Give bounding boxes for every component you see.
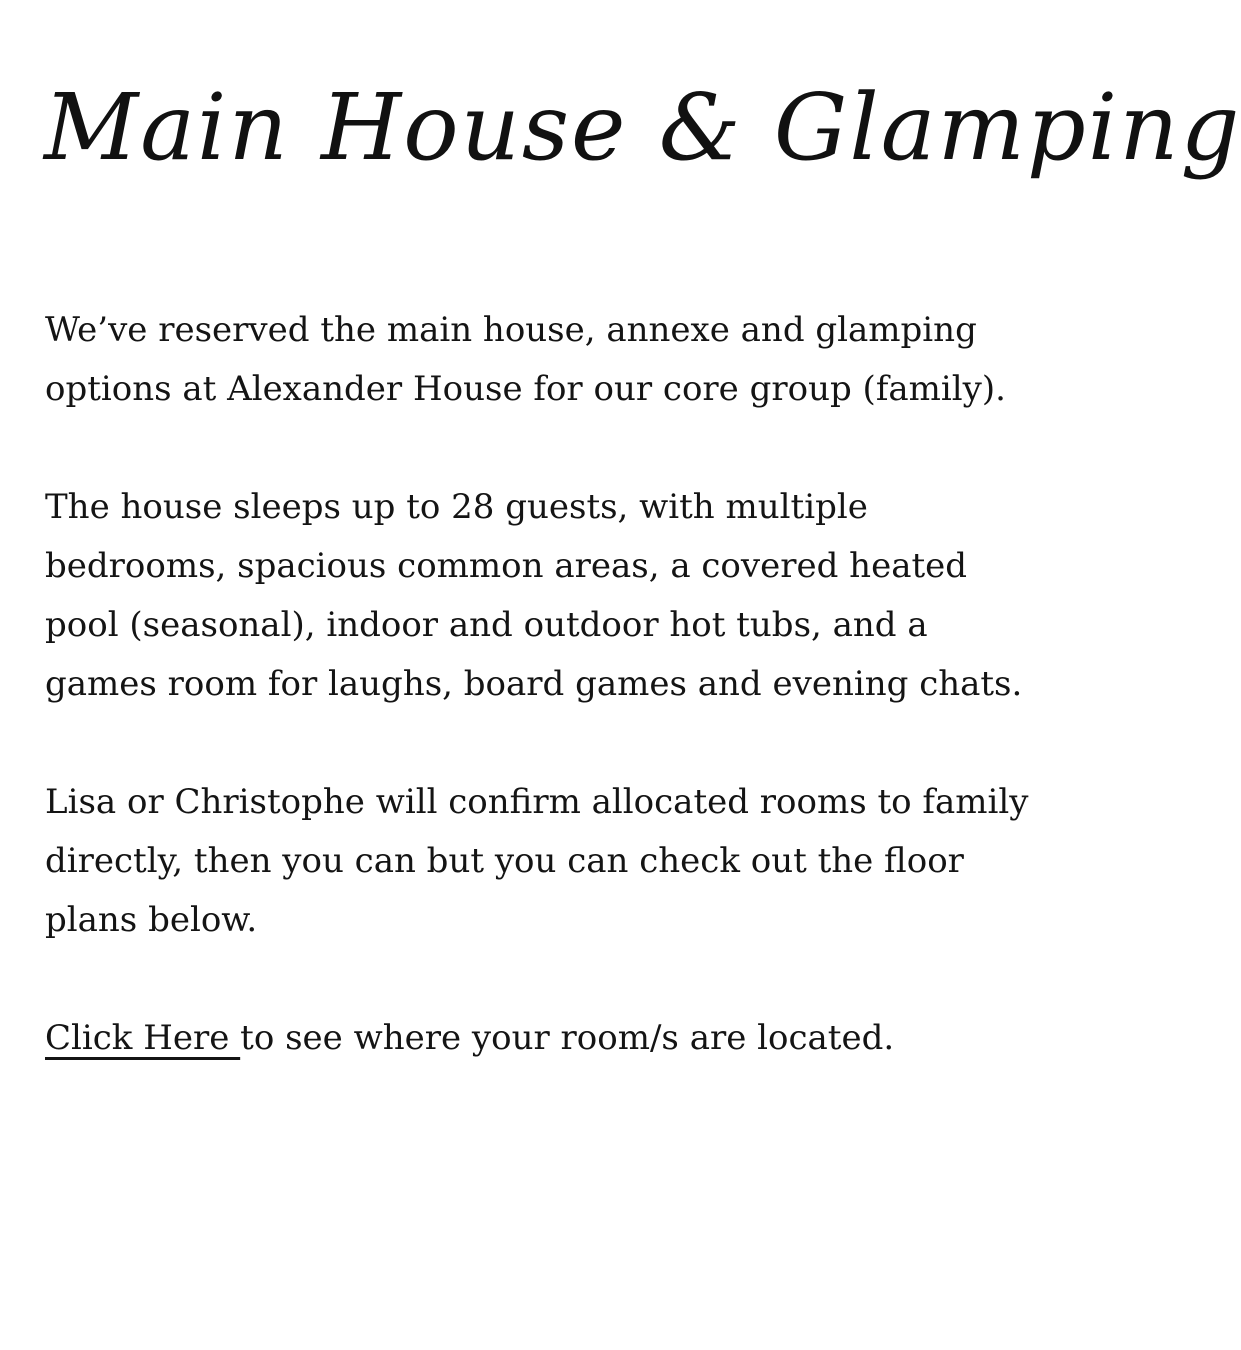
body-copy [45,301,1035,1127]
paragraph-house-details: The house sleeps up to 28 guests, with multiple bedrooms, spacious common areas, a covered heated pool (seasonal), indoor and outdoor hot tubs, and a games room for laughs, board games and evening chats. [45,487,1023,704]
page-title: Main House & Glamping [44,74,1241,181]
click-here-link[interactable]: Click Here [45,1018,241,1058]
paragraph-cta [45,1009,1035,1068]
paragraph-room-allocation: Lisa or Christophe will confirm allocated rooms to family directly, then you can but you can check out the floor plans below. [45,782,1029,940]
cta-rest-text: to see where your room/s are located. [240,1018,895,1058]
paragraph-reservation: We’ve reserved the main house, annexe and glamping options at Alexander House for our core group (family). [45,310,1006,409]
